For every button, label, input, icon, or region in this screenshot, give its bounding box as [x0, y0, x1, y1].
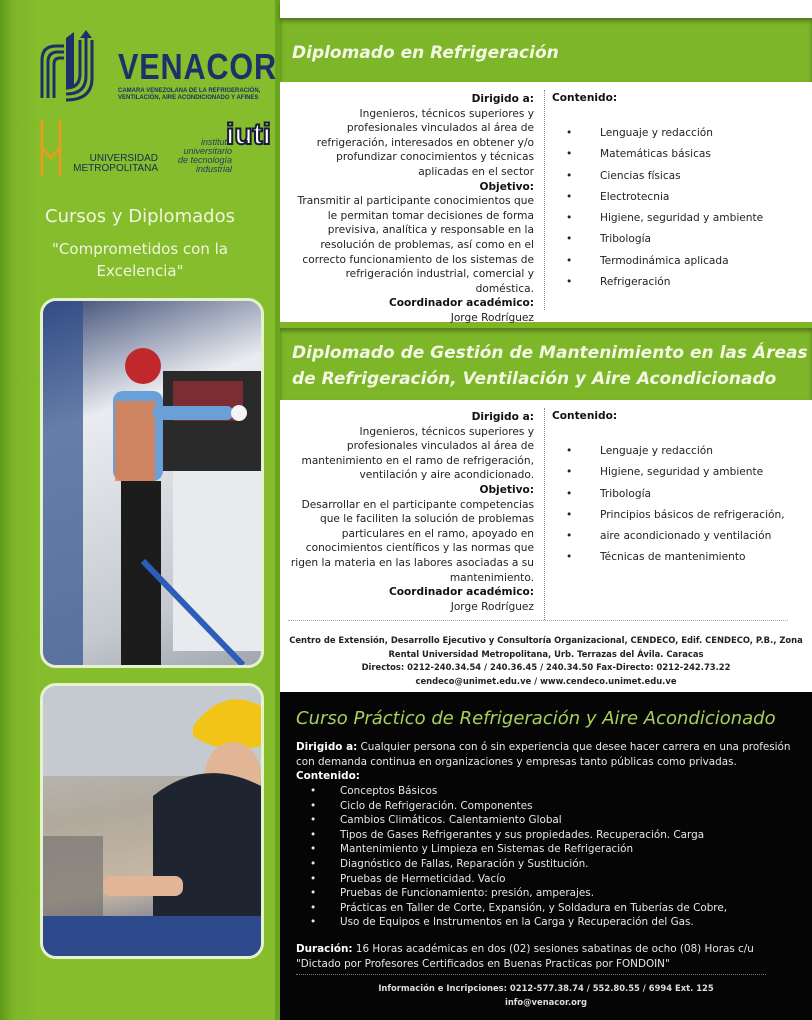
diplomado2-header — [280, 328, 812, 400]
unimet-logo — [36, 118, 156, 178]
dirigido-text: Ingenieros, técnicos superiores y profesionales vinculados al área de refrigeración, interesados en obtener y/o profundizar conocimientos y técnicas aplicadas en el sector — [316, 107, 534, 178]
contenido-label: Contenido: — [552, 92, 618, 104]
dictado-text: "Dictado por Profesores Certificados en Buenas Practicas por FONDOIN" — [296, 957, 670, 970]
info-phones: Información e Incripciones: 0212-577.38.74 / 552.80.55 / 6994 Ext. 125 — [378, 983, 714, 993]
list-item: • Ciencias físicas — [552, 169, 763, 190]
list-item: • Uso de Equipos e Instrumentos en la Carga y Recuperación del Gas. — [296, 915, 727, 930]
list-item: • Electrotecnia — [552, 190, 763, 211]
list-item: • Técnicas de mantenimiento — [552, 550, 785, 571]
iuti-line: industrial — [195, 164, 232, 174]
list-item: • Higiene, seguridad y ambiente — [552, 211, 763, 232]
dirigido-label: Dirigido a: — [471, 411, 534, 423]
iuti-text — [160, 138, 232, 174]
diplomado1-contenido — [552, 92, 802, 289]
unimet-line2: METROPOLITANA — [73, 163, 158, 174]
venacor-emblem-icon — [36, 30, 114, 102]
diplomado2-contenido — [552, 410, 802, 564]
curso-title: Curso Práctico de Refrigeración y Aire Acondicionado — [296, 708, 776, 729]
objetivo-label: Objetivo: — [479, 180, 534, 193]
coordinador-label: Coordinador académico: — [388, 297, 534, 310]
objetivo-text: Transmitir al participante conocimientos que le permitan tomar decisiones de forma previsiva, analítica y responsable en la resolución de problemas, así como en el correcto funcionamiento de los sistemas de refrigeración industrial, comercial y doméstica. — [297, 195, 534, 295]
top-white-strip — [280, 0, 812, 18]
iuti-line: universitario — [183, 146, 232, 156]
iuti-line: de tecnología — [177, 155, 232, 165]
list-item: • Matemáticas básicas — [552, 147, 763, 168]
contenido-label: Contenido: — [296, 770, 360, 782]
technician-photo — [40, 298, 264, 668]
iuti-mark: iuti — [226, 118, 271, 151]
list-item: • Conceptos Básicos — [296, 784, 727, 799]
dirigido-label: Dirigido a: — [296, 741, 358, 753]
sidebar-slogan: "Comprometidos con la Excelencia" — [52, 240, 228, 280]
curso-section — [280, 692, 812, 1020]
list-item: • Ciclo de Refrigeración. Componentes — [296, 799, 727, 814]
objetivo-label: Objetivo: — [479, 483, 534, 496]
venacor-subtitle: CAMARA VENEZOLANA DE LA REFRIGERACIÓN, VENTILACIÓN, AIRE ACONDICIONADO Y AFINES — [118, 88, 261, 101]
list-item: • Tribología — [552, 232, 763, 253]
column-divider — [544, 90, 545, 310]
coordinador-name: Jorge Rodríguez — [450, 311, 534, 324]
diplomado2-title-line1: Diplomado de Gestión de Mantenimiento en las Áreas — [292, 343, 808, 363]
curso-dirigido — [296, 740, 806, 769]
contenido-label: Contenido: — [552, 410, 618, 422]
contenido-list — [552, 444, 785, 572]
list-item: • Cambios Climáticos. Calentamiento Global — [296, 813, 727, 828]
contenido-list — [552, 126, 763, 296]
diplomado2-title-line2: de Refrigeración, Ventilación y Aire Acondicionado — [292, 369, 777, 389]
list-item: • Pruebas de Funcionamiento: presión, amperajes. — [296, 886, 727, 901]
venacor-logo — [36, 30, 277, 102]
curso-duracion — [296, 942, 806, 971]
contact-line: Centro de Extensión, Desarrollo Ejecutivo y Consultoría Organizacional, CENDECO, Edif. CENDECO, P.B., Zona — [289, 635, 803, 645]
list-item: • aire acondicionado y ventilación — [552, 529, 785, 550]
list-item: • Diagnóstico de Fallas, Reparación y Sustitución. — [296, 857, 727, 872]
worker-illustration — [43, 686, 261, 956]
venacor-wordmark: VENACOR — [118, 46, 277, 87]
list-item: • Tipos de Gases Refrigerantes y sus propiedades. Recuperación. Carga — [296, 828, 727, 843]
contact-line: Rental Universidad Metropolitana, Urb. Terrazas del Ávila. Caracas — [388, 648, 704, 659]
contact-email-web[interactable]: cendeco@unimet.edu.ve / www.cendeco.unimet.edu.ve — [415, 675, 677, 686]
list-item: • Tribología — [552, 487, 785, 508]
info-email[interactable]: info@venacor.org — [504, 996, 588, 1007]
duracion-text: 16 Horas académicas en dos (02) sesiones sabatinas de ocho (08) Horas c/u — [355, 943, 754, 955]
diplomado1-title: Diplomado en Refrigeración — [292, 43, 559, 63]
diplomado1-header — [280, 18, 812, 82]
list-item: • Mantenimiento y Limpieza en Sistemas de Refrigeración — [296, 842, 727, 857]
list-item: • Pruebas de Hermeticidad. Vacío — [296, 872, 727, 887]
curso-info — [280, 982, 812, 1009]
objetivo-text: Desarrollar en el participante competencias que le faciliten la solución de problemas particulares en el ramo, apoyado en conocimientos científicos y las normas que rigen la materia en las labores asociadas a su mantenimiento. — [290, 498, 534, 584]
coordinador-name: Jorge Rodríguez — [450, 600, 534, 613]
diplomado2-title — [292, 340, 808, 392]
list-item: • Lenguaje y redacción — [552, 444, 785, 465]
list-item: • Lenguaje y redacción — [552, 126, 763, 147]
list-item: • Termodinámica aplicada — [552, 254, 763, 275]
contact-phones: Directos: 0212-240.34.54 / 240.36.45 / 240.34.50 Fax-Directo: 0212-242.73.22 — [361, 662, 731, 672]
coordinador-label: Coordinador académico: — [388, 586, 534, 599]
technician-illustration — [43, 301, 261, 665]
curso-contenido-list — [296, 784, 727, 930]
sidebar-heading: Cursos y Diplomados — [45, 206, 235, 227]
unimet-wordmark — [62, 154, 158, 174]
section-divider — [288, 620, 788, 621]
list-item: • Refrigeración — [552, 275, 763, 296]
column-divider — [544, 408, 545, 620]
dirigido-text: Ingenieros, técnicos superiores y profesionales vinculados al área de mantenimiento en el ramo de refrigeración, ventilación y aire acondicionado. — [301, 425, 534, 482]
dirigido-label: Dirigido a: — [471, 93, 534, 105]
duracion-label: Duración: — [296, 943, 353, 955]
list-item: • Prácticas en Taller de Corte, Expansión, y Soldadura en Tuberías de Cobre, — [296, 901, 727, 916]
iuti-logo — [160, 118, 271, 180]
cendeco-contact — [280, 624, 812, 692]
diplomado2-details — [290, 410, 534, 614]
list-item: • Principios básicos de refrigeración, — [552, 508, 785, 529]
section-divider — [296, 974, 766, 975]
diplomado2-card — [280, 400, 812, 624]
iuti-line: instituto — [200, 137, 232, 147]
worker-photo — [40, 683, 264, 959]
diplomado1-card — [280, 82, 812, 322]
list-item: • Higiene, seguridad y ambiente — [552, 465, 785, 486]
diplomado1-details — [290, 92, 534, 326]
dirigido-text: Cualquier persona con ó sin experiencia que desee hacer carrera en una profesión con demanda continua en organizaciones y empresas tanto públicas como privadas. — [296, 741, 791, 768]
unimet-line1: UNIVERSIDAD — [89, 153, 158, 164]
